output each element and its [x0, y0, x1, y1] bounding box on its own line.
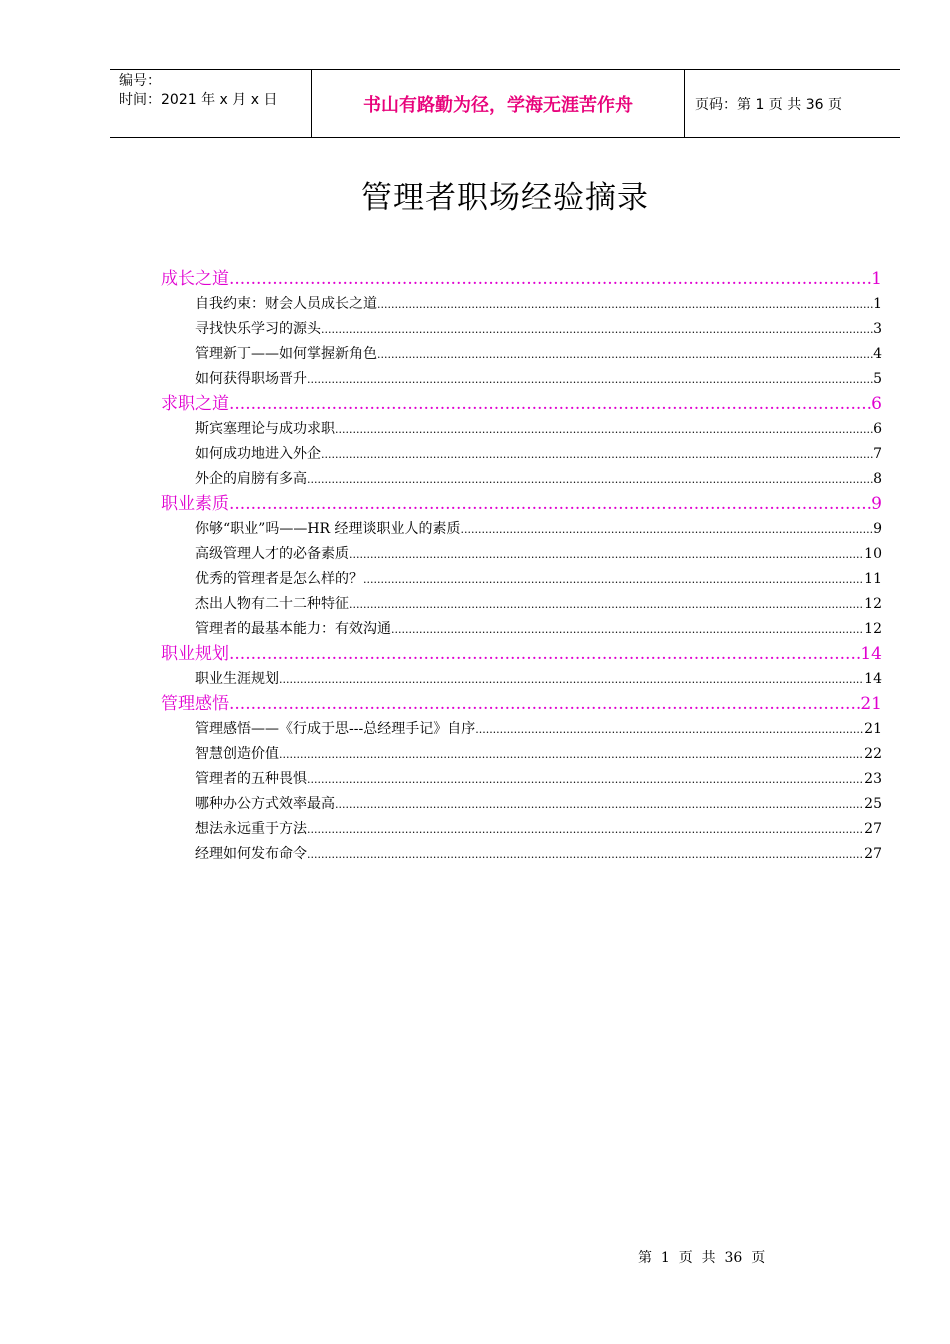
toc-section-entry[interactable] — [161, 642, 882, 667]
toc-page-number: 14 — [864, 671, 882, 687]
toc-page-number: 9 — [873, 521, 882, 537]
toc-dot-leader — [377, 342, 873, 367]
toc-dot-leader — [307, 842, 864, 867]
toc-entry-title: 成长之道 — [161, 269, 229, 289]
toc-page-number: 9 — [871, 494, 882, 514]
number-label: 编号： — [119, 73, 161, 89]
toc-dot-leader — [229, 642, 860, 667]
document-title: 管理者职场经验摘录 — [361, 180, 649, 216]
toc-page-number: 23 — [864, 771, 882, 787]
page-label: 页码：第 1 页 共 36 页 — [695, 96, 842, 113]
toc-entry[interactable] — [161, 317, 882, 342]
toc-section-entry[interactable] — [161, 692, 882, 717]
page-footer: 第 1 页 共 36 页 — [638, 1250, 766, 1266]
toc-entry-title: 职业生涯规划 — [195, 671, 279, 687]
toc-page-number: 14 — [860, 644, 882, 664]
toc-page-number: 6 — [873, 421, 882, 437]
toc-entry-title: 自我约束：财会人员成长之道 — [195, 296, 377, 312]
toc-page-number: 22 — [864, 746, 882, 762]
toc-section-entry[interactable] — [161, 267, 882, 292]
toc-dot-leader — [307, 367, 873, 392]
toc-page-number: 4 — [873, 346, 882, 362]
time-label: 时间：2021 年 x 月 x 日 — [119, 92, 278, 108]
toc-dot-leader — [349, 592, 864, 617]
toc-page-number: 12 — [864, 596, 882, 612]
toc-dot-leader — [391, 617, 864, 642]
toc-entry[interactable] — [161, 667, 882, 692]
toc-entry-title: 管理感悟——《行成于思---总经理手记》自序 — [195, 721, 476, 737]
toc-page-number: 8 — [873, 471, 882, 487]
toc-page-number: 5 — [873, 371, 882, 387]
toc-entry-title: 管理者的最基本能力：有效沟通 — [195, 621, 391, 637]
page-header — [110, 69, 900, 138]
toc-page-number: 1 — [873, 296, 882, 312]
header-motto-cell — [312, 70, 685, 137]
toc-section-entry[interactable] — [161, 392, 882, 417]
toc-page-number: 10 — [864, 546, 882, 562]
toc-dot-leader — [307, 767, 864, 792]
toc-section-entry[interactable] — [161, 492, 882, 517]
toc-dot-leader — [349, 542, 864, 567]
toc-entry-title: 优秀的管理者是怎么样的？ — [195, 571, 363, 587]
toc-dot-leader — [229, 692, 860, 717]
toc-entry-title: 职业规划 — [161, 644, 229, 664]
toc-dot-leader — [461, 517, 874, 542]
toc-entry-title: 求职之道 — [161, 394, 229, 414]
toc-page-number: 11 — [864, 571, 882, 587]
toc-dot-leader — [229, 492, 871, 517]
toc-entry[interactable] — [161, 767, 882, 792]
toc-entry-title: 职业素质 — [161, 494, 229, 514]
toc-entry[interactable] — [161, 442, 882, 467]
toc-page-number: 6 — [871, 394, 882, 414]
motto-text: 书山有路勤为径，学海无涯苦作舟 — [363, 94, 633, 116]
toc-dot-leader — [335, 792, 864, 817]
toc-dot-leader — [229, 267, 871, 292]
table-of-contents — [161, 267, 882, 867]
toc-entry[interactable] — [161, 592, 882, 617]
toc-page-number: 3 — [873, 321, 882, 337]
toc-entry-title: 你够“职业”吗——HR 经理谈职业人的素质 — [195, 521, 461, 537]
toc-entry[interactable] — [161, 467, 882, 492]
toc-page-number: 21 — [860, 694, 882, 714]
toc-dot-leader — [475, 717, 864, 742]
toc-entry-title: 高级管理人才的必备素质 — [195, 546, 349, 562]
toc-entry-title: 寻找快乐学习的源头 — [195, 321, 321, 337]
toc-page-number: 12 — [864, 621, 882, 637]
toc-entry[interactable] — [161, 517, 882, 542]
toc-entry[interactable] — [161, 717, 882, 742]
toc-dot-leader — [229, 392, 871, 417]
toc-dot-leader — [279, 667, 864, 692]
toc-entry[interactable] — [161, 292, 882, 317]
toc-page-number: 27 — [864, 846, 882, 862]
toc-page-number: 27 — [864, 821, 882, 837]
toc-entry-title: 斯宾塞理论与成功求职 — [195, 421, 335, 437]
toc-entry[interactable] — [161, 342, 882, 367]
toc-entry-title: 智慧创造价值 — [195, 746, 279, 762]
toc-page-number: 25 — [864, 796, 882, 812]
toc-dot-leader — [363, 567, 864, 592]
toc-entry-title: 哪种办公方式效率最高 — [195, 796, 335, 812]
toc-entry-title: 管理感悟 — [161, 694, 229, 714]
toc-entry-title: 管理者的五种畏惧 — [195, 771, 307, 787]
toc-entry[interactable] — [161, 742, 882, 767]
toc-page-number: 1 — [871, 269, 882, 289]
toc-entry[interactable] — [161, 567, 882, 592]
toc-entry[interactable] — [161, 367, 882, 392]
header-page-cell — [685, 70, 900, 137]
toc-entry[interactable] — [161, 792, 882, 817]
toc-entry[interactable] — [161, 617, 882, 642]
toc-page-number: 21 — [864, 721, 882, 737]
toc-dot-leader — [321, 317, 873, 342]
toc-entry-title: 杰出人物有二十二种特征 — [195, 596, 349, 612]
toc-dot-leader — [307, 817, 864, 842]
toc-entry-title: 如何获得职场晋升 — [195, 371, 307, 387]
toc-entry[interactable] — [161, 842, 882, 867]
toc-entry[interactable] — [161, 817, 882, 842]
toc-dot-leader — [377, 292, 873, 317]
header-info-cell — [110, 70, 312, 137]
toc-entry-title: 管理新丁——如何掌握新角色 — [195, 346, 377, 362]
toc-entry-title: 想法永远重于方法 — [195, 821, 307, 837]
toc-dot-leader — [279, 742, 864, 767]
toc-entry[interactable] — [161, 542, 882, 567]
toc-entry-title: 经理如何发布命令 — [195, 846, 307, 862]
toc-entry-title: 如何成功地进入外企 — [195, 446, 321, 462]
toc-dot-leader — [321, 442, 873, 467]
toc-entry-title: 外企的肩膀有多高 — [195, 471, 307, 487]
toc-dot-leader — [307, 467, 873, 492]
toc-entry[interactable] — [161, 417, 882, 442]
toc-page-number: 7 — [873, 446, 882, 462]
toc-dot-leader — [335, 417, 873, 442]
